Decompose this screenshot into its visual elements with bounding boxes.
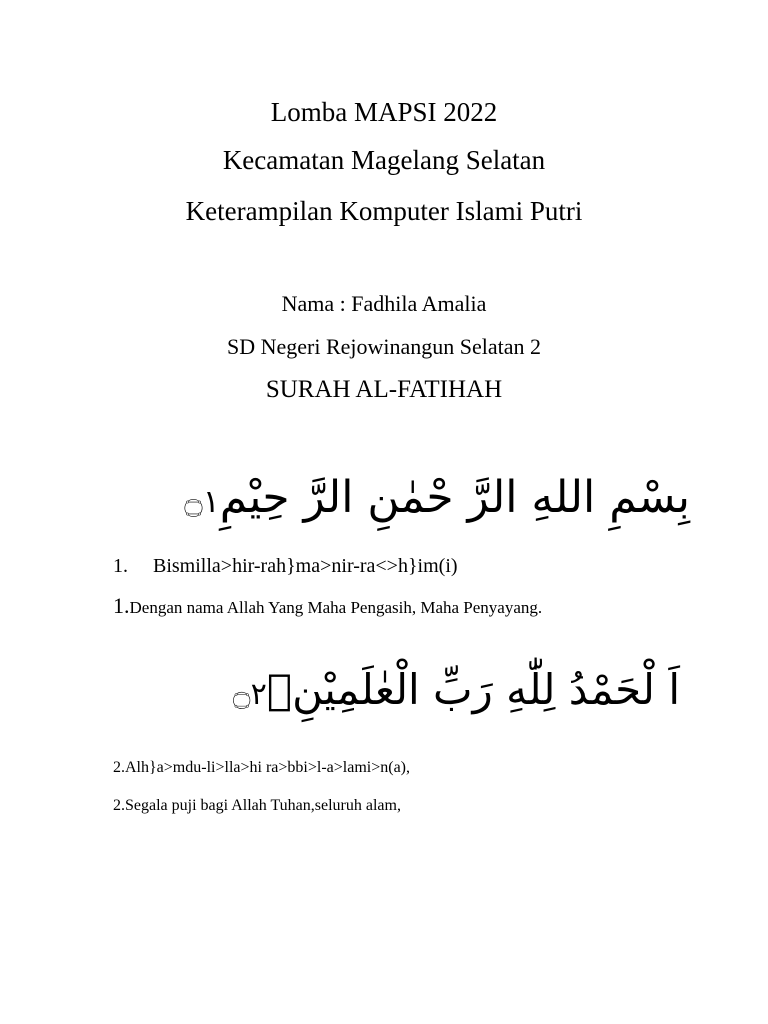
school-name: SD Negeri Rejowinangun Selatan 2 (226, 334, 542, 359)
verse-1-transliteration (113, 553, 458, 579)
verse-1-arabic-text: بِسْمِ اللهِ الرَّ حْمٰنِ الرَّ حِيْمِ (219, 472, 690, 523)
verse-2-translation-text: Segala puji bagi Allah Tuhan,seluruh alam, (125, 797, 401, 814)
verse-2-ayah-marker: ۝٢ (232, 677, 267, 712)
competition-title: Lomba MAPSI 2022 (270, 97, 498, 127)
verse-1-translit-number: 1. (113, 555, 128, 577)
verse-1-translation (113, 594, 542, 620)
surah-title: SURAH AL-FATIHAH (265, 376, 503, 403)
verse-2-arabic (227, 655, 680, 730)
verse-2-arabic-text: اَ لْحَمْدُ لِلّٰهِ رَبِّ الْعٰلَمِيْنِۙ (266, 665, 680, 714)
verse-1-arabic (178, 463, 690, 537)
verse-1-translation-text: Dengan nama Allah Yang Maha Pengasih, Maha Penyayang. (129, 598, 543, 617)
verse-2-translation (113, 795, 401, 817)
verse-2-translit-text: Alh}a>mdu-li>lla>hi ra>bbi>l-a>lami>n(a), (125, 759, 410, 776)
verse-2-transliteration (113, 757, 410, 779)
verse-2-translit-number: 2. (113, 759, 125, 776)
verse-1-ayah-marker: ۝١ (184, 484, 220, 520)
verse-1-translit-text: Bismilla>hir-rah}ma>nir-ra<>h}im(i) (153, 555, 458, 577)
category-title: Keterampilan Komputer Islami Putri (185, 196, 583, 226)
verse-2-translation-number: 2. (113, 797, 125, 814)
district-title: Kecamatan Magelang Selatan (222, 145, 546, 175)
verse-1-translation-number: 1. (113, 593, 130, 618)
participant-name: Nama : Fadhila Amalia (281, 291, 487, 316)
